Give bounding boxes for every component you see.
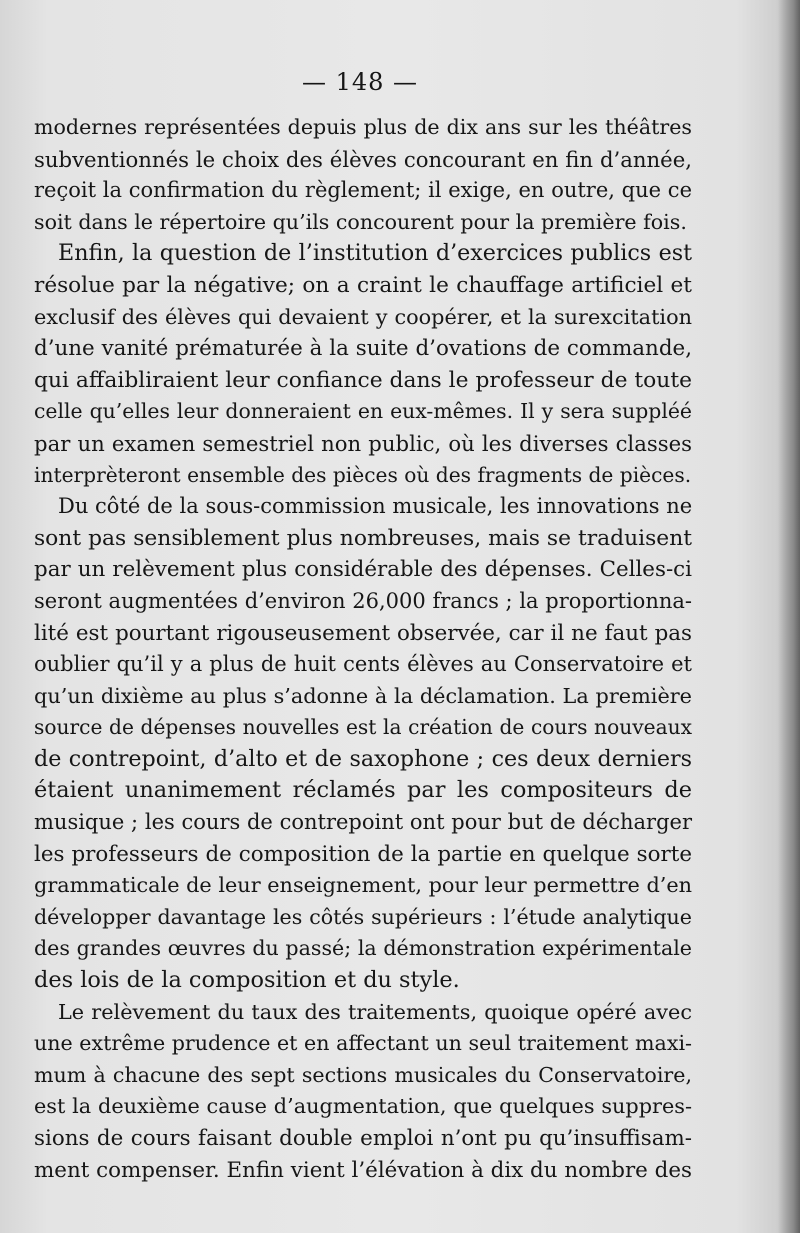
text-line: une extrême prudence et en affectant un seul traitement maxi- xyxy=(34,1031,692,1056)
text-line: d’une vanité prématurée à la suite d’ovations de commande, xyxy=(34,336,692,362)
text-line: subventionnés le choix des élèves concourant en fin d’année, xyxy=(34,146,692,172)
text-line: par un examen semestriel non public, où les diverses classes xyxy=(34,430,692,456)
text-line: source de dépenses nouvelles est la création de cours nouveaux xyxy=(34,715,692,740)
text-line: exclusif des élèves qui devaient y coopérer, et la surexcitation xyxy=(34,304,692,329)
text-line: des grandes œuvres du passé; la démonstration expérimentale xyxy=(34,936,692,961)
text-line: ment compenser. Enfin vient l’élévation à dix du nombre des xyxy=(34,1157,692,1183)
text-line: interprèteront ensemble des pièces où des fragments de pièces. xyxy=(34,462,692,487)
text-line: des lois de la composition et du style. xyxy=(34,967,460,994)
page-number: — 148 — xyxy=(301,68,419,96)
text-line: étaient unanimement réclamés par les compositeurs de xyxy=(34,777,692,804)
text-line: Enfin, la question de l’institution d’exercices publics est xyxy=(58,240,692,267)
text-line: développer davantage les côtés supérieurs : l’étude analytique xyxy=(34,904,692,929)
text-line: résolue par la négative; on a craint le chauffage artificiel et xyxy=(34,272,692,298)
page-edge-shadow xyxy=(778,0,800,1233)
text-line: grammaticale de leur enseignement, pour leur permettre d’en xyxy=(34,873,693,898)
text-line: de contrepoint, d’alto et de saxophone ; ces deux derniers xyxy=(34,745,692,772)
text-line: lité est pourtant rigouseusement observée, car il ne faut pas xyxy=(34,620,692,646)
text-line: sont pas sensiblement plus nombreuses, mais se traduisent xyxy=(34,525,692,551)
text-line: qui affaibliraient leur confiance dans le professeur de toute xyxy=(34,367,692,393)
body-text xyxy=(34,112,692,1186)
text-line: mum à chacune des sept sections musicales du Conservatoire, xyxy=(34,1062,692,1087)
text-line: musique ; les cours de contrepoint ont pour but de décharger xyxy=(34,810,692,835)
text-line: les professeurs de composition de la partie en quelque sorte xyxy=(34,841,692,867)
text-line: soit dans le répertoire qu’ils concourent pour la première fois. xyxy=(34,209,687,234)
text-line: sions de cours faisant double emploi n’ont pu qu’insuffisam- xyxy=(34,1126,692,1151)
text-line: par un relèvement plus considérable des dépenses. Celles-ci xyxy=(34,557,692,583)
text-line: est la deuxième cause d’augmentation, que quelques suppres- xyxy=(34,1094,692,1119)
text-line: oublier qu’il y a plus de huit cents élèves au Conservatoire et xyxy=(34,652,692,677)
text-line: Du côté de la sous-commission musicale, les innovations ne xyxy=(58,494,693,519)
text-line: seront augmentées d’environ 26,000 francs ; la proportionna- xyxy=(34,588,692,613)
text-line: modernes représentées depuis plus de dix ans sur les théâtres xyxy=(34,115,692,139)
text-line: celle qu’elles leur donneraient en eux-mêmes. Il y sera suppléé xyxy=(34,399,692,424)
text-line: Le relèvement du taux des traitements, quoique opéré avec xyxy=(58,999,692,1024)
text-line: reçoit la confirmation du règlement; il exige, en outre, que ce xyxy=(34,178,692,203)
text-line: qu’un dixième au plus s’adonne à la déclamation. La première xyxy=(34,683,692,708)
